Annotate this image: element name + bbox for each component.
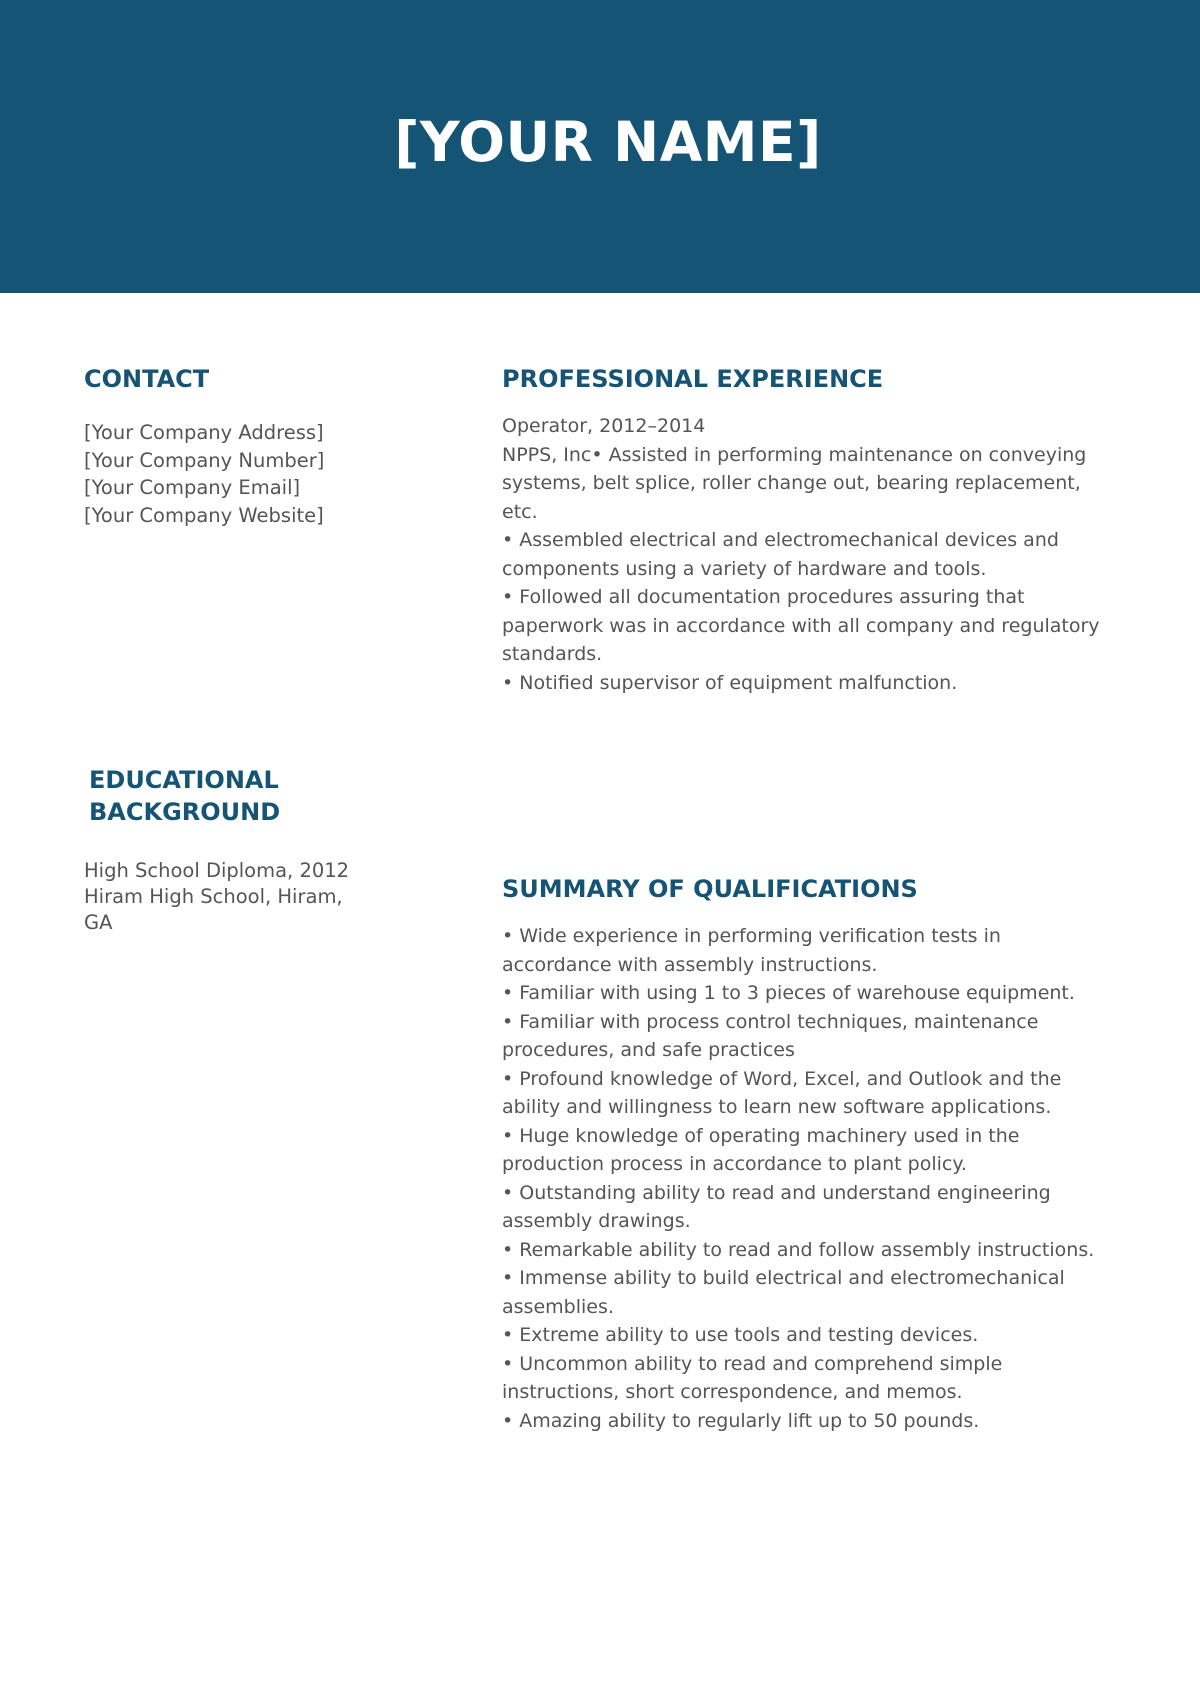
contact-heading: CONTACT — [84, 365, 210, 393]
experience-paragraph: • Notified supervisor of equipment malfunction. — [502, 671, 958, 694]
experience-section — [502, 412, 1102, 697]
qualification-item: • Outstanding ability to read and understand engineering assembly drawings. — [502, 1181, 1051, 1232]
education-heading-line2: BACKGROUND — [89, 798, 281, 826]
qualification-item: • Extreme ability to use tools and testing devices. — [502, 1324, 979, 1346]
qualification-item: • Familiar with process control techniques, maintenance procedures, and safe practices — [502, 1010, 1039, 1061]
contact-email: [Your Company Email] — [84, 476, 301, 499]
education-diploma: High School Diploma, 2012 — [84, 859, 350, 882]
candidate-name: [YOUR NAME] — [394, 110, 822, 174]
experience-title: Operator, 2012–2014 — [502, 415, 706, 437]
experience-paragraph: NPPS, Inc• Assisted in performing maintenance on conveying systems, belt splice, roller change out, bearing replacement, etc. — [502, 443, 1087, 523]
experience-paragraph: • Assembled electrical and electromechanical devices and components using a variety of hardware and tools. — [502, 529, 1059, 580]
qualification-item: • Immense ability to build electrical and electromechanical assemblies. — [502, 1267, 1065, 1318]
qualification-item: • Profound knowledge of Word, Excel, and Outlook and the ability and willingness to learn new software applications. — [502, 1067, 1062, 1118]
education-heading — [89, 764, 280, 828]
qualification-item: • Familiar with using 1 to 3 pieces of warehouse equipment. — [502, 982, 1075, 1004]
qualifications-list — [502, 922, 1102, 1435]
education-state: GA — [84, 911, 113, 934]
contact-details — [84, 419, 424, 529]
qualification-item: • Remarkable ability to read and follow assembly instructions. — [502, 1238, 1095, 1261]
experience-heading: PROFESSIONAL EXPERIENCE — [502, 365, 884, 393]
experience-paragraph: • Followed all documentation procedures assuring that paperwork was in accordance with all company and regulatory standards. — [502, 586, 1100, 665]
education-details — [84, 858, 424, 936]
qualification-item: • Huge knowledge of operating machinery used in the production process in accordance to plant policy. — [502, 1124, 1020, 1175]
qualifications-heading: SUMMARY OF QUALIFICATIONS — [502, 875, 918, 903]
education-school: Hiram High School, Hiram, — [84, 885, 343, 908]
contact-address: [Your Company Address] — [84, 421, 324, 444]
contact-number: [Your Company Number] — [84, 448, 325, 472]
education-heading-line1: EDUCATIONAL — [89, 766, 279, 794]
contact-website: [Your Company Website] — [84, 503, 324, 527]
qualification-item: • Wide experience in performing verification tests in accordance with assembly instructions. — [502, 925, 1001, 976]
qualification-item: • Amazing ability to regularly lift up to 50 pounds. — [502, 1409, 980, 1432]
qualification-item: • Uncommon ability to read and comprehend simple instructions, short correspondence, and memos. — [502, 1352, 1003, 1403]
header-banner — [0, 0, 1200, 293]
